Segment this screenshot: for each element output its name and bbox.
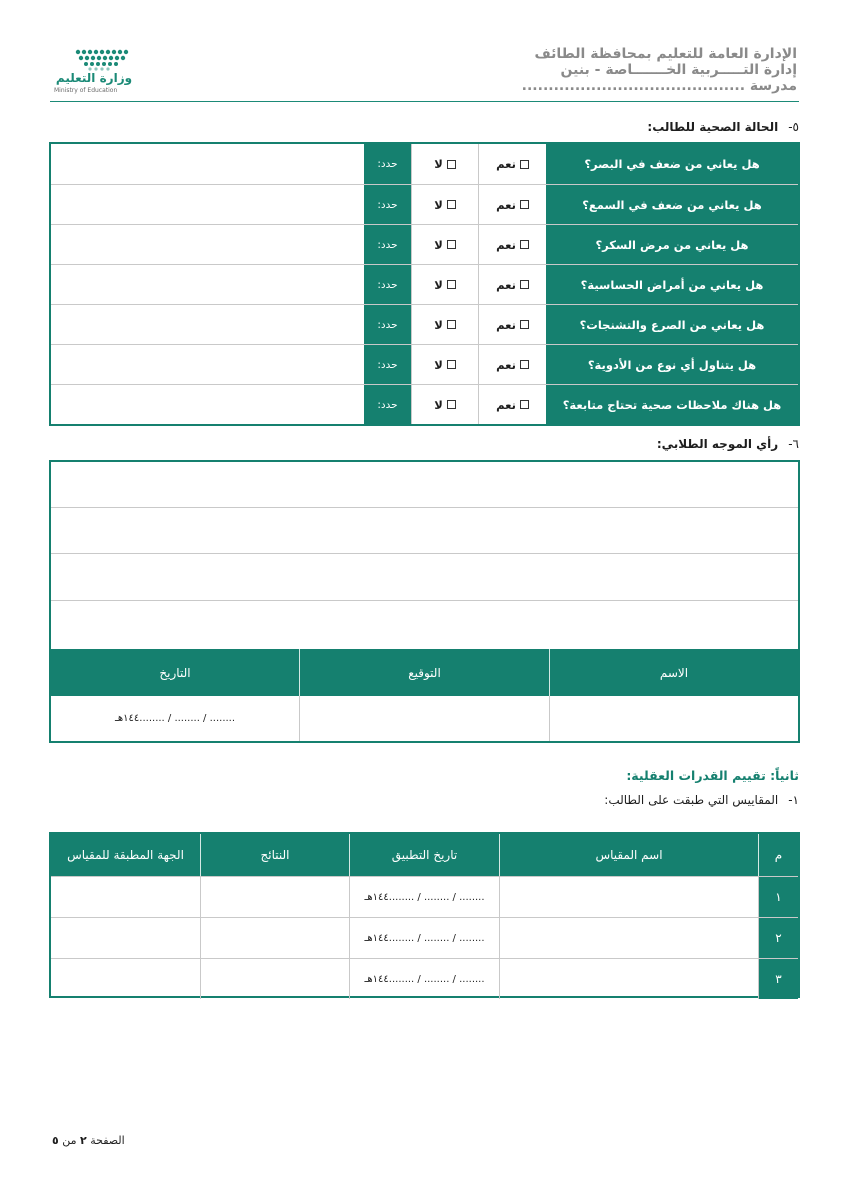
no-option[interactable]: [411, 225, 478, 264]
current-page: ٢: [79, 1134, 87, 1147]
specify-label: حدد:: [364, 385, 411, 424]
checkbox-icon[interactable]: [520, 320, 529, 329]
applier-cell[interactable]: [51, 918, 200, 958]
section-number: ٦-: [788, 437, 799, 451]
section-number: ١-: [788, 793, 799, 807]
specify-label: حدد:: [364, 265, 411, 304]
header-line-3: مدرسة ..........................................: [521, 78, 797, 94]
specify-field[interactable]: [51, 345, 364, 384]
header-line-1: الإدارة العامة للتعليم بمحافظة الطائف: [534, 46, 797, 62]
opinion-line[interactable]: [51, 508, 798, 554]
checkbox-icon[interactable]: [447, 240, 456, 249]
row-number: ٢: [758, 918, 798, 958]
health-row: [51, 184, 798, 224]
col-header-applier: الجهة المطبقة للمقياس: [67, 848, 184, 862]
health-row: [51, 384, 798, 424]
checkbox-icon[interactable]: [447, 200, 456, 209]
page-header: [50, 44, 799, 102]
yes-option[interactable]: [478, 305, 546, 344]
checkbox-icon[interactable]: [447, 400, 456, 409]
scales-table: [49, 832, 800, 998]
checkbox-icon[interactable]: [447, 160, 456, 169]
specify-label: حدد:: [364, 185, 411, 224]
section-number: ٥-: [788, 120, 799, 134]
specify-field[interactable]: [51, 305, 364, 344]
health-question: هل يتناول أي نوع من الأدوية؟: [546, 345, 798, 384]
no-option[interactable]: [411, 144, 478, 184]
header-line-2: إدارة التـــــربية الخـــــــاصة - بنين: [560, 62, 797, 78]
specify-field[interactable]: [51, 185, 364, 224]
health-table: [49, 142, 800, 426]
yes-label: نعم: [496, 277, 516, 292]
signature-header: التوقيع: [299, 649, 549, 696]
table-header-row: [51, 834, 798, 876]
signature-header-row: [51, 649, 798, 696]
section-title-text: رأي الموجه الطلابي:: [656, 437, 779, 451]
checkbox-icon[interactable]: [520, 400, 529, 409]
scale-name-cell[interactable]: [499, 877, 758, 917]
health-question: هل يعاني من مرض السكر؟: [546, 225, 798, 264]
checkbox-icon[interactable]: [520, 240, 529, 249]
of-word: من: [62, 1134, 77, 1147]
yes-option[interactable]: [478, 144, 546, 184]
specify-label: حدد:: [364, 144, 411, 184]
date-field[interactable]: ........ / ........ / ........١٤٤هـ: [114, 713, 236, 724]
health-row: [51, 264, 798, 304]
no-option[interactable]: [411, 265, 478, 304]
health-question: هل يعاني من أمراض الحساسية؟: [546, 265, 798, 304]
date-cell[interactable]: ........ / ........ / ........١٤٤هـ: [349, 877, 499, 917]
date-cell[interactable]: ........ / ........ / ........١٤٤هـ: [349, 959, 499, 999]
no-label: لا: [434, 357, 443, 372]
specify-label: حدد:: [364, 225, 411, 264]
page-footer: [52, 1134, 125, 1147]
col-header-date: تاريخ التطبيق: [349, 834, 499, 876]
yes-option[interactable]: [478, 385, 546, 424]
section-title-text: المقاييس التي طبقت على الطالب:: [604, 793, 779, 807]
results-cell[interactable]: [200, 877, 349, 917]
logo-english-text: Ministry of Education: [54, 87, 118, 94]
yes-label: نعم: [496, 317, 516, 332]
col-header-m: م: [758, 834, 798, 876]
table-row: [51, 958, 798, 999]
col-header-results: النتائج: [200, 834, 349, 876]
scale-name-cell[interactable]: [499, 918, 758, 958]
health-question: هل يعاني من ضعف في السمع؟: [546, 185, 798, 224]
name-header: الاسم: [549, 649, 798, 696]
opinion-line[interactable]: [51, 555, 798, 601]
checkbox-icon[interactable]: [447, 280, 456, 289]
logo-dots-icon: [50, 44, 140, 74]
opinion-line[interactable]: [51, 462, 798, 508]
checkbox-icon[interactable]: [520, 160, 529, 169]
specify-label: حدد:: [364, 345, 411, 384]
signature-field[interactable]: [299, 696, 549, 741]
yes-label: نعم: [496, 157, 516, 171]
specify-field[interactable]: [51, 265, 364, 304]
opinion-box: [49, 460, 800, 743]
specify-field[interactable]: [51, 144, 364, 184]
ministry-logo: [50, 44, 140, 96]
table-row: [51, 917, 798, 958]
total-pages: ٥: [52, 1134, 59, 1147]
checkbox-icon[interactable]: [520, 360, 529, 369]
table-row: [51, 876, 798, 917]
no-option[interactable]: [411, 385, 478, 424]
yes-label: نعم: [496, 197, 516, 212]
health-row: [51, 144, 798, 184]
checkbox-icon[interactable]: [447, 360, 456, 369]
checkbox-icon[interactable]: [520, 200, 529, 209]
no-label: لا: [434, 197, 443, 212]
no-label: لا: [434, 317, 443, 332]
signature-row: [51, 696, 798, 741]
no-option[interactable]: [411, 345, 478, 384]
date-header: التاريخ: [159, 665, 191, 680]
header-text: [522, 46, 797, 94]
health-question: هل يعاني من ضعف في البصر؟: [546, 144, 798, 184]
applier-cell[interactable]: [51, 877, 200, 917]
row-number: ٣: [758, 959, 798, 999]
yes-option[interactable]: [478, 185, 546, 224]
applier-cell[interactable]: [51, 959, 200, 999]
yes-label: نعم: [496, 397, 516, 412]
mental-section-title: ثانياً: تقييم القدرات العقلية:: [626, 768, 799, 783]
health-row: [51, 224, 798, 264]
specify-field[interactable]: [51, 225, 364, 264]
opinion-line[interactable]: [51, 602, 798, 649]
scales-subtitle: [604, 793, 799, 807]
logo-arabic-text: وزارة التعليم: [55, 71, 133, 85]
no-label: لا: [434, 157, 443, 171]
row-number: ١: [758, 877, 798, 917]
results-cell[interactable]: [200, 959, 349, 999]
checkbox-icon[interactable]: [520, 280, 529, 289]
specify-label: حدد:: [364, 305, 411, 344]
health-row: [51, 344, 798, 384]
health-section-title: [647, 120, 799, 134]
scale-name-cell[interactable]: [499, 959, 758, 999]
no-label: لا: [434, 277, 443, 292]
yes-option[interactable]: [478, 345, 546, 384]
yes-label: نعم: [496, 357, 516, 372]
yes-option[interactable]: [478, 265, 546, 304]
yes-label: نعم: [496, 237, 516, 252]
no-option[interactable]: [411, 185, 478, 224]
col-header-scale-name: اسم المقياس: [499, 834, 758, 876]
health-question: هل هناك ملاحظات صحية تحتاج متابعة؟: [546, 385, 798, 424]
date-cell[interactable]: ........ / ........ / ........١٤٤هـ: [349, 918, 499, 958]
health-question: هل يعاني من الصرع والتشنجات؟: [546, 305, 798, 344]
section-title-text: الحالة الصحية للطالب:: [647, 120, 779, 134]
no-label: لا: [434, 397, 443, 412]
health-row: [51, 304, 798, 344]
checkbox-icon[interactable]: [447, 320, 456, 329]
opinion-section-title: [657, 437, 799, 451]
results-cell[interactable]: [200, 918, 349, 958]
no-option[interactable]: [411, 305, 478, 344]
specify-field[interactable]: [51, 385, 364, 424]
page-word: الصفحة: [90, 1134, 125, 1147]
yes-option[interactable]: [478, 225, 546, 264]
no-label: لا: [434, 237, 443, 252]
name-field[interactable]: [549, 696, 798, 741]
